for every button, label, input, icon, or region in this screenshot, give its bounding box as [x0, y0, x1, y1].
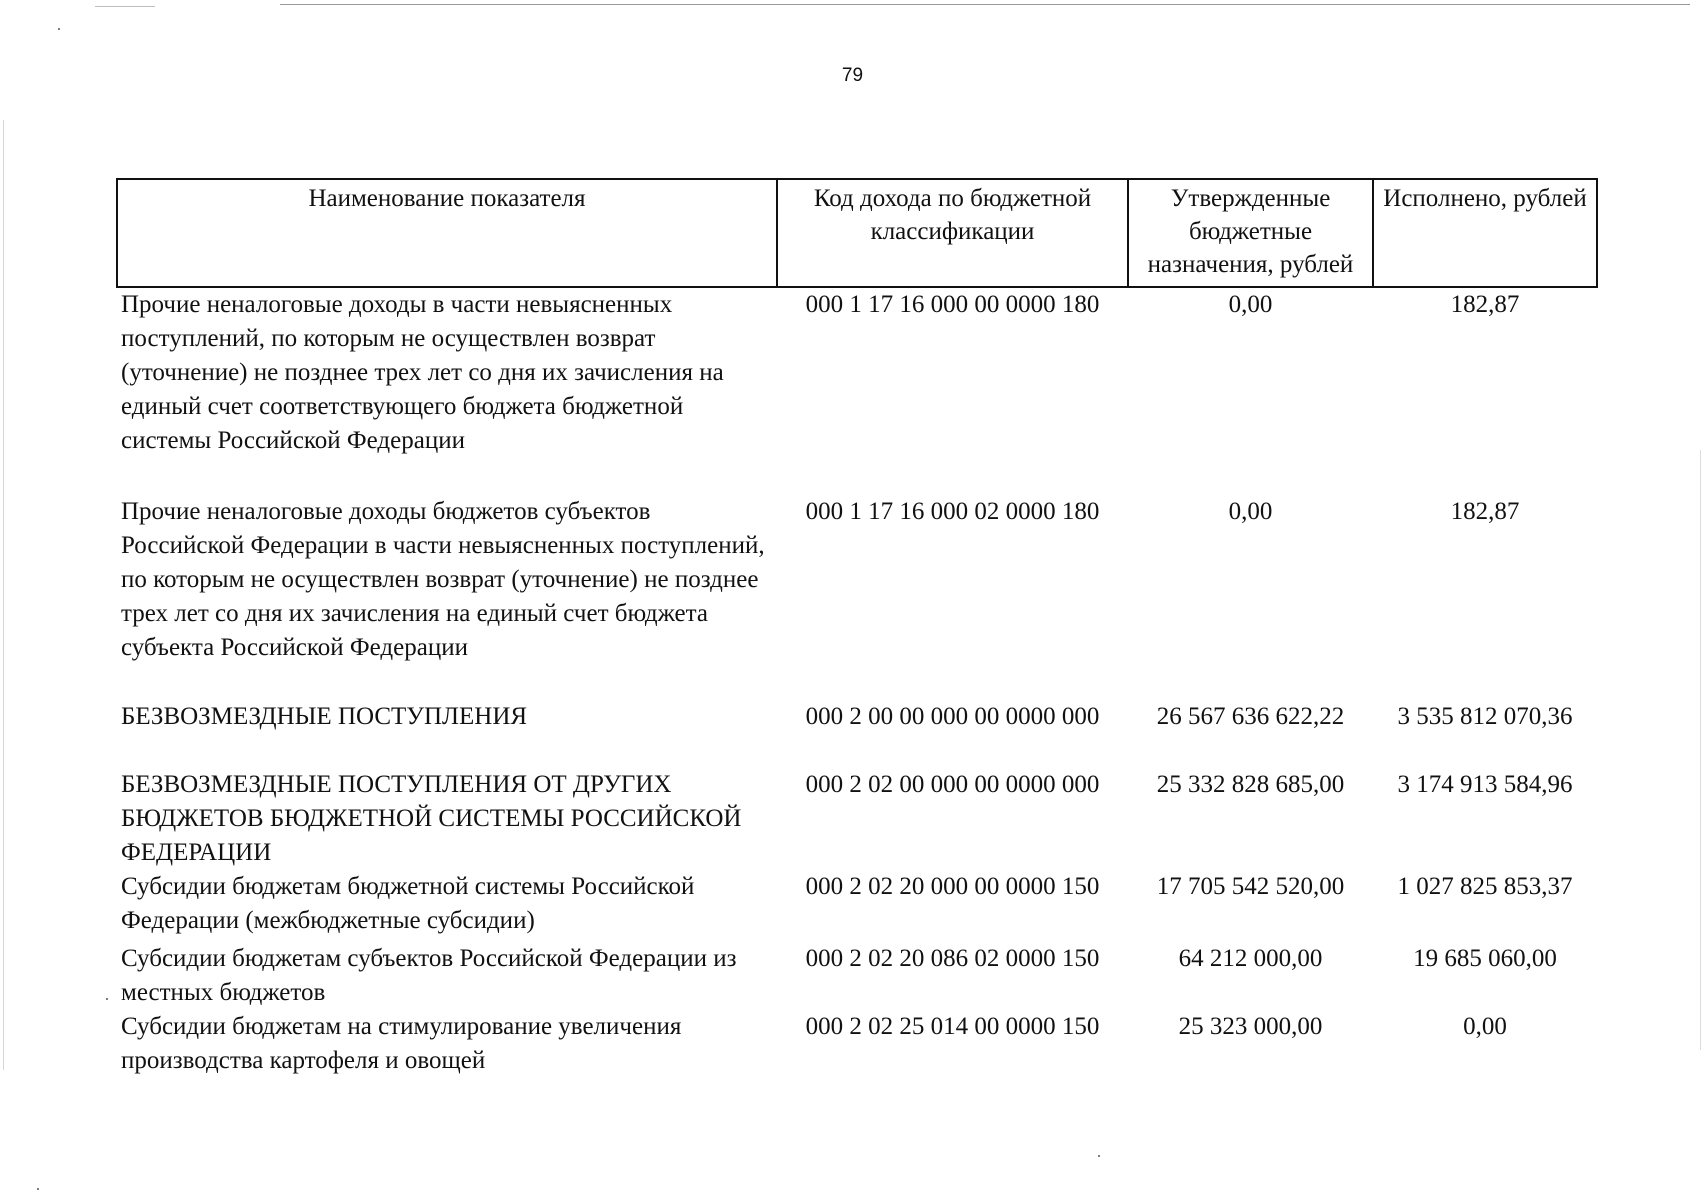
table-row: [117, 1010, 1597, 1078]
header-income-code: Код дохода по бюджетной классификации: [777, 179, 1128, 287]
executed-amount: 19 685 060,00: [1413, 945, 1557, 972]
table-row: [117, 942, 1597, 1010]
income-code: 000 1 17 16 000 00 0000 180: [805, 291, 1100, 318]
income-code: 000 2 02 00 000 00 0000 000: [805, 771, 1100, 798]
approved-amount: 25 332 828 685,00: [1156, 771, 1345, 798]
indicator-name: Прочие неналоговые доходы в части невыясненных поступлений, по которым не осуществлен возврат (уточнение) не позднее трех лет со дня их зачисления на единый счет соответствующего бюджета бюджетной системы Российской Федерации: [121, 291, 724, 454]
income-code: 000 2 02 20 000 00 0000 150: [805, 873, 1100, 900]
income-code: 000 1 17 16 000 02 0000 180: [805, 498, 1100, 525]
executed-amount: 0,00: [1463, 1013, 1507, 1040]
executed-amount: 3 174 913 584,96: [1397, 771, 1573, 798]
scan-speck: [106, 998, 108, 1000]
indicator-name: Прочие неналоговые доходы бюджетов субъектов Российской Федерации в части невыясненных поступлений, по которым не осуществлен возврат (уточнение) не позднее трех лет со дня их зачисления на единый счет бюджета субъекта Российской Федерации: [121, 498, 765, 661]
executed-amount: 182,87: [1450, 498, 1520, 525]
scan-border-top-fragment: [95, 6, 155, 7]
executed-amount: 182,87: [1450, 291, 1520, 318]
executed-amount: 1 027 825 853,37: [1397, 873, 1573, 900]
table-row: [117, 768, 1597, 870]
scan-border-top: [280, 4, 1690, 5]
income-table: [116, 178, 1598, 1078]
approved-amount: 25 323 000,00: [1178, 1013, 1323, 1040]
indicator-name: Субсидии бюджетам на стимулирование увеличения производства картофеля и овощей: [121, 1013, 682, 1074]
income-code: 000 2 02 25 014 00 0000 150: [805, 1013, 1100, 1040]
indicator-name: Субсидии бюджетам бюджетной системы Российской Федерации (межбюджетные субсидии): [121, 873, 695, 934]
scan-speck: [37, 1188, 39, 1190]
header-executed-amount: Исполнено, рублей: [1373, 179, 1597, 287]
table-row: [117, 700, 1597, 768]
approved-amount: 0,00: [1228, 291, 1273, 318]
indicator-name: Субсидии бюджетам субъектов Российской Федерации из местных бюджетов: [121, 945, 737, 1006]
table-body: [117, 287, 1597, 1078]
approved-amount: 0,00: [1228, 498, 1273, 525]
header-indicator-name: Наименование показателя: [117, 179, 777, 287]
approved-amount: 64 212 000,00: [1178, 945, 1323, 972]
approved-amount: 17 705 542 520,00: [1156, 873, 1345, 900]
table-row: [117, 287, 1597, 495]
page-number: 79: [841, 65, 864, 86]
scan-border-left: [3, 120, 4, 1070]
income-code: 000 2 00 00 000 00 0000 000: [805, 703, 1100, 730]
table-row: [117, 870, 1597, 942]
income-code: 000 2 02 20 086 02 0000 150: [805, 945, 1100, 972]
scan-speck: [58, 28, 60, 30]
table-row: [117, 495, 1597, 700]
indicator-name: БЕЗВОЗМЕЗДНЫЕ ПОСТУПЛЕНИЯ: [121, 703, 528, 730]
header-row: [117, 179, 1597, 287]
table-header: [117, 179, 1597, 287]
scan-speck: [1098, 1155, 1100, 1157]
header-approved-amount: Утвержденные бюджетные назначения, рублей: [1128, 179, 1373, 287]
scan-border-right: [1700, 450, 1701, 1050]
executed-amount: 3 535 812 070,36: [1397, 703, 1573, 730]
approved-amount: 26 567 636 622,22: [1156, 703, 1345, 730]
indicator-name: БЕЗВОЗМЕЗДНЫЕ ПОСТУПЛЕНИЯ ОТ ДРУГИХ БЮДЖЕТОВ БЮДЖЕТНОЙ СИСТЕМЫ РОССИЙСКОЙ ФЕДЕРАЦИИ: [121, 771, 742, 866]
